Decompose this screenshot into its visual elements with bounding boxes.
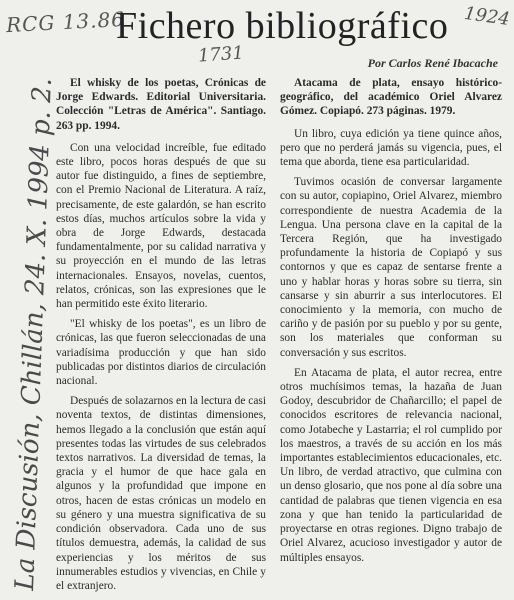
book-reference-heading: Atacama de plata, ensayo histórico-geográfico, del académico Oriel Alvarez Gómez. Copiapó. 273 páginas. 1979. <box>280 77 502 118</box>
book-reference-heading: El whisky de los poetas, Crónicas de Jorge Edwards. Editorial Universitaria. Colección "Letras de América". Santiago. 263 pp. 1994. <box>56 77 266 132</box>
paragraph: "El whisky de los poetas", es un libro de crónicas, las que fueron seleccionadas de una variadísima producción y que han sido publicadas por distintos diarios de circulación nacional. <box>56 318 266 388</box>
article-byline: Por Carlos René Ibacache <box>367 56 498 70</box>
paragraph: Un libro, cuya edición ya tiene quince años, pero que no perderá jamás su vigencia, pues, el tema que aborda, tiene esa particularidad. <box>280 127 502 169</box>
handwritten-number-top-right: 1924 <box>462 2 512 31</box>
paragraph: Con una velocidad increíble, fue editado este libro, pocos horas después de que su autor fue distinguido, a fines de septiembre, con el Premio Nacional de Literatura. A raíz, precisamente, de este galardón, se han escrito estos días, muchos artículos sobre la vida y obra de Jorge Edwards, destacada fundamentalmente, por su calidad narrativa y su proyección en el mundo de las letras internacionales. Ensayos, novelas, cuentos, relatos, crónicas, son las expresiones que le han permitido este éxito literario. <box>56 141 266 311</box>
right-column <box>280 76 502 571</box>
paragraph: En Atacama de plata, el autor recrea, entre otros muchísimos temas, la hazaña de Juan Godoy, descubridor de Chañarcillo; el papel de conocidos escritores de relevancia nacional, como Jotabeche y Lastarria; el rol cumplido por los maestros, a través de su acción en los más importantes establecimientos educacionales, etc. Un libro, de verdad atractivo, que culmina con un denso glosario, que nos pone al día sobre una cantidad de palabras que tienen vigencia en esa zona y que han tenido la particularidad de proyectarse en otras regiones. Digno trabajo de Oriel Alvarez, acucioso investigador y autor de múltiples ensayos. <box>280 366 502 564</box>
paragraph: Después de solazarnos en la lectura de casi noventa textos, de distintas dimensiones, hemos llegado a la conclusión que están aquí presentes todas las virtudes de sus celebrados textos narrativos. La diversidad de temas, la gracia y el humor de que hace gala en algunos y la profundidad que impone en otros, hacen de estas crónicas un modelo en su género y una muestra significativa de su condición observadora. Cada uno de sus títulos demuestra, además, la calidad de sus experiencias y los méritos de sus innumerables estudios y vivencias, en Chile y el extranjero. <box>56 395 266 592</box>
article-title: Fichero bibliográfico <box>116 5 449 47</box>
left-column <box>56 76 266 599</box>
handwritten-catalog-number: RCG 13.86 <box>5 6 126 38</box>
handwritten-number-under-title: 1731 <box>197 42 245 67</box>
handwritten-source-note: La Discusión, Chillán, 24. X. 1994 p. 2. <box>10 77 58 592</box>
paragraph: Tuvimos ocasión de conversar largamente con su autor, copiapino, Oriel Alvarez, miembro correspondiente de nuestra Academia de la Lengua. Una persona clave en la capital de la Tercera Región, que ha investigado profundamente la historia de Copiapó y sus contornos y que es capaz de sentarse frente a uno y hablar horas y horas sobre su tierra, sin cansarse y sin aburrir a sus interlocutores. El conocimiento y la memoria, con mucho de cariño y de pasión por su pueblo y por su gente, son los materiales que conforman su conversación y sus escritos. <box>280 176 502 359</box>
